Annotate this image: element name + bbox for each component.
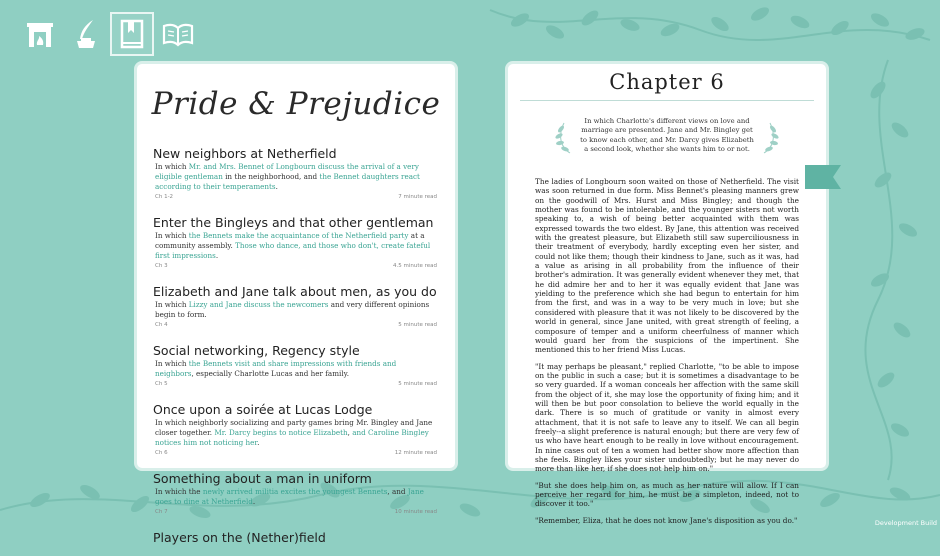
chapter-list-item[interactable]	[153, 284, 437, 333]
bookmark-book-icon	[115, 17, 149, 51]
chapter-description-text: .	[275, 182, 278, 191]
chapter-number: Ch 3	[155, 263, 168, 269]
chapter-title: Enter the Bingleys and that other gentleman	[153, 215, 434, 230]
chapter-description-highlight: newly arrived militia excites the youngest Bennets	[202, 487, 388, 496]
chapter-description-text: in the neighborhood, and	[222, 172, 320, 181]
chapter-list-item[interactable]	[153, 471, 437, 520]
chapter-description-highlight: and Caroline Bingley notices him not noticing her	[155, 428, 429, 447]
reading-time: 7 minute read	[398, 194, 437, 200]
chapter-description-text: In which neighborly socializing and party games bring Mr. Bingley and Jane closer together.	[155, 418, 433, 437]
vine-decoration-bottom	[0, 470, 940, 529]
chapter-description-text: and very different opinions begin to form.	[155, 300, 430, 319]
chapter-summary-text: In which Charlotte's different views on love and marriage are presented. Jane and Mr. Bingley get to know each other, and Mr. Darcy gives Elizabeth a second look, whether she wants him to or not.	[580, 117, 754, 153]
chapter-body-text	[535, 177, 799, 532]
chapter-meta	[153, 194, 437, 205]
chapter-list	[153, 146, 437, 556]
home-fireplace-button[interactable]	[20, 14, 60, 54]
main-toolbar	[20, 14, 198, 58]
chapter-title: Players on the (Nether)field	[153, 530, 326, 545]
chapter-description-text: .	[257, 438, 260, 447]
chapter-meta	[153, 322, 437, 333]
heading-divider	[520, 100, 814, 101]
chapter-title: Social networking, Regency style	[153, 343, 360, 358]
reading-time: 12 minute read	[394, 450, 437, 456]
chapter-description-highlight: the Bennet daughters react according to their temperaments	[155, 172, 420, 191]
chapter-description-text: In which the	[155, 487, 203, 496]
chapter-description	[155, 162, 437, 192]
chapter-description-highlight: Jane goes to dine at Netherfield	[155, 487, 424, 506]
reader-open-book-button[interactable]	[158, 14, 198, 54]
chapter-description-text: In which	[155, 231, 189, 240]
reading-time: 5 minute read	[398, 381, 437, 387]
body-paragraph: "But she does help him on, as much as her nature will allow. If I can perceive her regard for him, he must be a simpleton, indeed, not to discover it too."	[535, 480, 799, 509]
chapter-title: Elizabeth and Jane talk about men, as you do	[153, 284, 437, 299]
chapter-description	[155, 359, 437, 379]
body-paragraph: The ladies of Longbourn soon waited on those of Netherfield. The visit was soon returned in due form. Miss Bennet's pleasing manners grew on the goodwill of Mrs. Hurst and Miss Bingley; and though the mother was found to be intolerable, and the younger sisters not worth speaking to, a wish of being better acquainted with them was expressed towards the two eldest. By Jane, this attention was received with the greatest pleasure, but Elizabeth still saw superciliousness in their treatment of everybody, hardly excepting even her sister, and could not like them; though their kindness to Jane, such as it was, had a value as arising in all probability from the influence of their brother's admiration. It was generally evident whenever they met, that he did admire her and to her it was equally evident that Jane was yielding to the preference which she had begun to entertain for him from the first, and was in a way to be very much in love; but she considered with pleasure that it was not likely to be discovered by the world in general, since Jane united, with great strength of feeling, a composure of temper and a uniform cheerfulness of manner which would guard her from the suspicions of the impertinent. She mentioned this to her friend Miss Lucas.	[535, 177, 799, 355]
reading-time: 5 minute read	[398, 322, 437, 328]
chapter-description-text: In which	[155, 359, 189, 368]
reading-time: 4.5 minute read	[392, 263, 437, 269]
book-title: Pride & Prejudice	[151, 86, 441, 122]
chapter-heading: Chapter 6	[609, 70, 725, 94]
chapter-number: Ch 6	[155, 450, 168, 456]
chapter-description-highlight: Lizzy and Jane discuss the newcomers	[188, 300, 329, 309]
chapter-list-item[interactable]	[153, 215, 437, 274]
open-book-icon	[161, 17, 195, 51]
bookmark-ribbon-icon[interactable]	[805, 165, 841, 189]
chapter-description-text: ,	[347, 428, 353, 437]
laurel-right-icon	[758, 121, 782, 155]
chapter-number: Ch 5	[155, 381, 168, 387]
chapter-list-item[interactable]	[153, 402, 437, 461]
chapter-description-highlight: Those who dance, and those who don't, create fateful first impressions	[155, 241, 431, 260]
chapter-title: Something about a man in uniform	[153, 471, 372, 486]
laurel-left-icon	[552, 121, 576, 155]
chapter-description	[155, 418, 437, 448]
writing-quill-button[interactable]	[66, 14, 106, 54]
chapter-number: Ch 1-2	[155, 194, 174, 200]
chapter-meta	[153, 263, 437, 274]
chapter-description	[155, 487, 437, 507]
quill-inkpot-icon	[69, 17, 103, 51]
chapter-list-item[interactable]	[153, 343, 437, 392]
chapter-description-text: In which	[155, 162, 189, 171]
chapter-description-text: at a community assembly.	[155, 231, 425, 250]
chapter-title: New neighbors at Netherfield	[153, 146, 337, 161]
chapter-description-text: .	[252, 497, 256, 506]
chapter-list-item[interactable]	[153, 146, 437, 205]
chapter-list-item[interactable]	[153, 530, 437, 546]
chapter-summary	[508, 117, 826, 159]
vine-decoration-right	[838, 60, 938, 480]
fireplace-icon	[23, 17, 57, 51]
chapter-description	[155, 231, 437, 261]
chapter-title: Once upon a soirée at Lucas Lodge	[153, 402, 373, 417]
chapter-description-highlight: the Bennets visit and share impressions with friends and neighbors	[155, 359, 397, 378]
chapter-description-text: , and	[387, 487, 408, 496]
reader-panel	[505, 61, 829, 525]
contents-bookmark-button[interactable]	[112, 14, 152, 54]
chapter-meta	[153, 450, 437, 461]
chapter-meta	[153, 509, 437, 520]
chapter-number: Ch 7	[155, 509, 168, 515]
body-paragraph: "It may perhaps be pleasant," replied Charlotte, "to be able to impose on the public in such a case; but it is sometimes a disadvantage to be so very guarded. If a woman conceals her affection with the same skill from the object of it, she may lose the opportunity of fixing him; and it will then be but poor consolation to believe the world equally in the dark. There is so much of gratitude or vanity in almost every attachment, that it is not safe to leave any to itself. We can all begin freely--a slight preference is natural enough; but there are very few of us who have heart enough to be really in love without encouragement. In nine cases out of ten a women had better show more affection than she feels. Bingley likes your sister undoubtedly; but he may never do more than like her, if she does not help him on."	[535, 361, 799, 474]
chapter-description-highlight: Mr. and Mrs. Bennet of Longbourn discuss the arrival of a very eligible gentleman	[155, 162, 419, 181]
chapter-description	[155, 300, 437, 320]
chapter-meta	[153, 381, 437, 392]
reading-time: 10 minute read	[394, 509, 437, 515]
chapter-description-highlight: the Bennets make the acquaintance of the Netherfield party	[188, 231, 409, 240]
chapter-description-text: .	[215, 251, 219, 260]
dev-build-label: Development Build	[874, 519, 937, 527]
body-paragraph: "Remember, Eliza, that he does not know Jane's disposition as you do."	[535, 515, 798, 525]
chapter-number: Ch 4	[155, 322, 168, 328]
contents-panel	[134, 61, 458, 545]
chapter-description-highlight: Mr. Darcy begins to notice Elizabeth	[214, 428, 348, 437]
chapter-description-text: , especially Charlotte Lucas and her family.	[191, 369, 350, 378]
chapter-description-text: In which	[155, 300, 189, 309]
